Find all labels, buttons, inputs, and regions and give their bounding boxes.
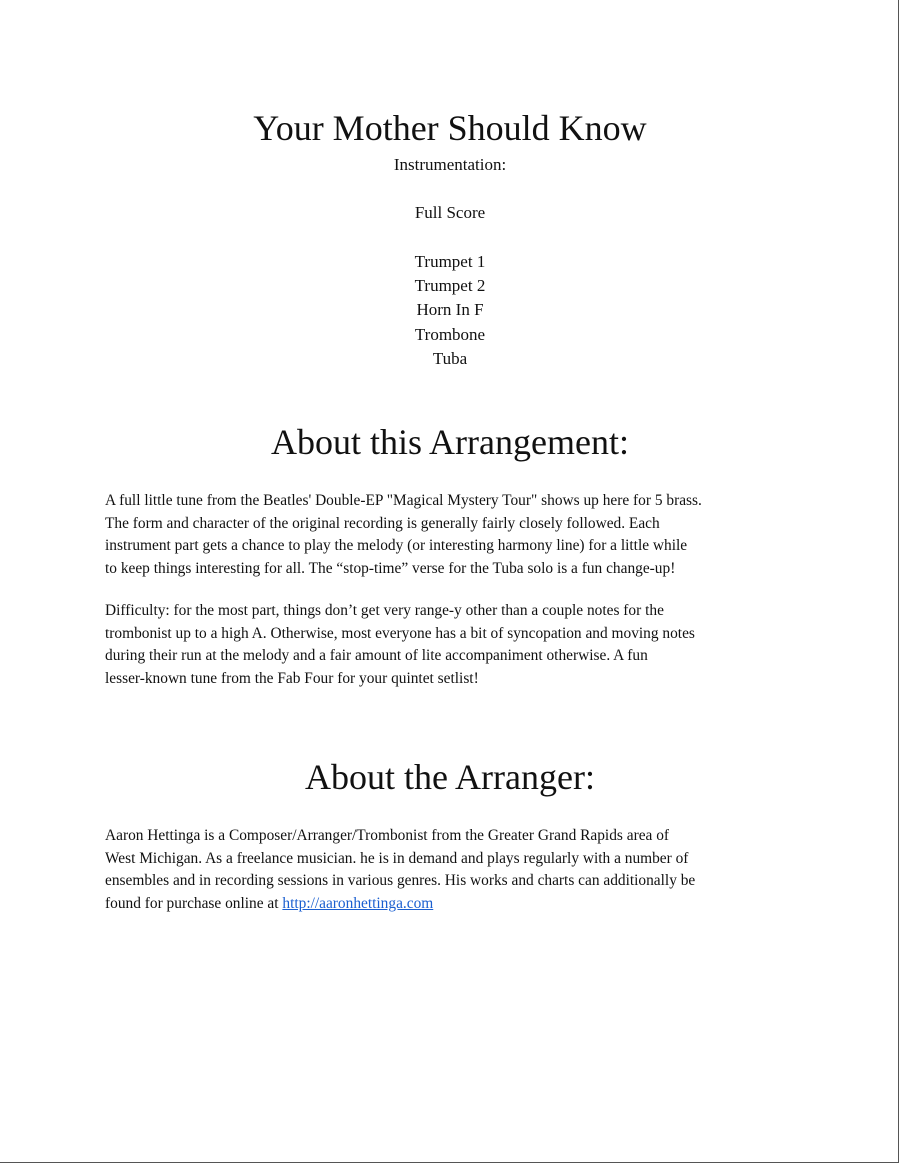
- paragraph-line: [105, 893, 805, 916]
- about-arranger-heading: About the Arranger:: [305, 757, 595, 797]
- paragraph-line: to keep things interesting for all. The “stop-time” verse for the Tuba solo is a fun change-up!: [105, 559, 676, 577]
- full-score-label: Full Score: [414, 203, 486, 222]
- arranger-bio-paragraph: [105, 825, 805, 915]
- page-title: Your Mother Should Know: [253, 108, 647, 148]
- paragraph-line: ensembles and in recording sessions in various genres. His works and charts can additionally be: [105, 872, 696, 889]
- paragraph-line: West Michigan. As a freelance musician. he is in demand and plays regularly with a number of: [105, 849, 689, 867]
- instrument-item: Trumpet 2: [414, 276, 486, 296]
- paragraph-line: The form and character of the original recording is generally fairly closely followed. Each: [105, 514, 660, 532]
- paragraph-line: instrument part gets a chance to play the melody (or interesting harmony line) for a little while: [105, 537, 688, 554]
- instrument-item: Tuba: [432, 348, 468, 368]
- instrumentation-label: Instrumentation:: [393, 155, 507, 174]
- instrument-item: Trombone: [414, 324, 486, 344]
- paragraph-line: Difficulty: for the most part, things don’t get very range-y other than a couple notes for the: [105, 602, 664, 619]
- paragraph-line: trombonist up to a high A. Otherwise, most everyone has a bit of syncopation and moving notes: [105, 624, 695, 642]
- paragraph-line: lesser-known tune from the Fab Four for your quintet setlist!: [105, 669, 479, 687]
- instrument-list: [0, 250, 900, 371]
- arranger-website-link[interactable]: http://aaronhettinga.com: [282, 894, 434, 912]
- instrument-item: Horn In F: [416, 300, 484, 320]
- arrangement-description-paragraph: [105, 490, 805, 580]
- paragraph-line: A full little tune from the Beatles' Double-EP "Magical Mystery Tour" shows up here for 5 brass.: [105, 492, 702, 509]
- paragraph-line: Aaron Hettinga is a Composer/Arranger/Trombonist from the Greater Grand Rapids area of: [105, 827, 670, 844]
- instrument-item: Trumpet 1: [414, 252, 486, 271]
- difficulty-paragraph: [105, 600, 805, 690]
- paragraph-line: during their run at the melody and a fair amount of lite accompaniment otherwise. A fun: [105, 647, 648, 664]
- link-prefix-text: found for purchase online at: [105, 894, 283, 912]
- about-arrangement-heading: About this Arrangement:: [271, 422, 629, 462]
